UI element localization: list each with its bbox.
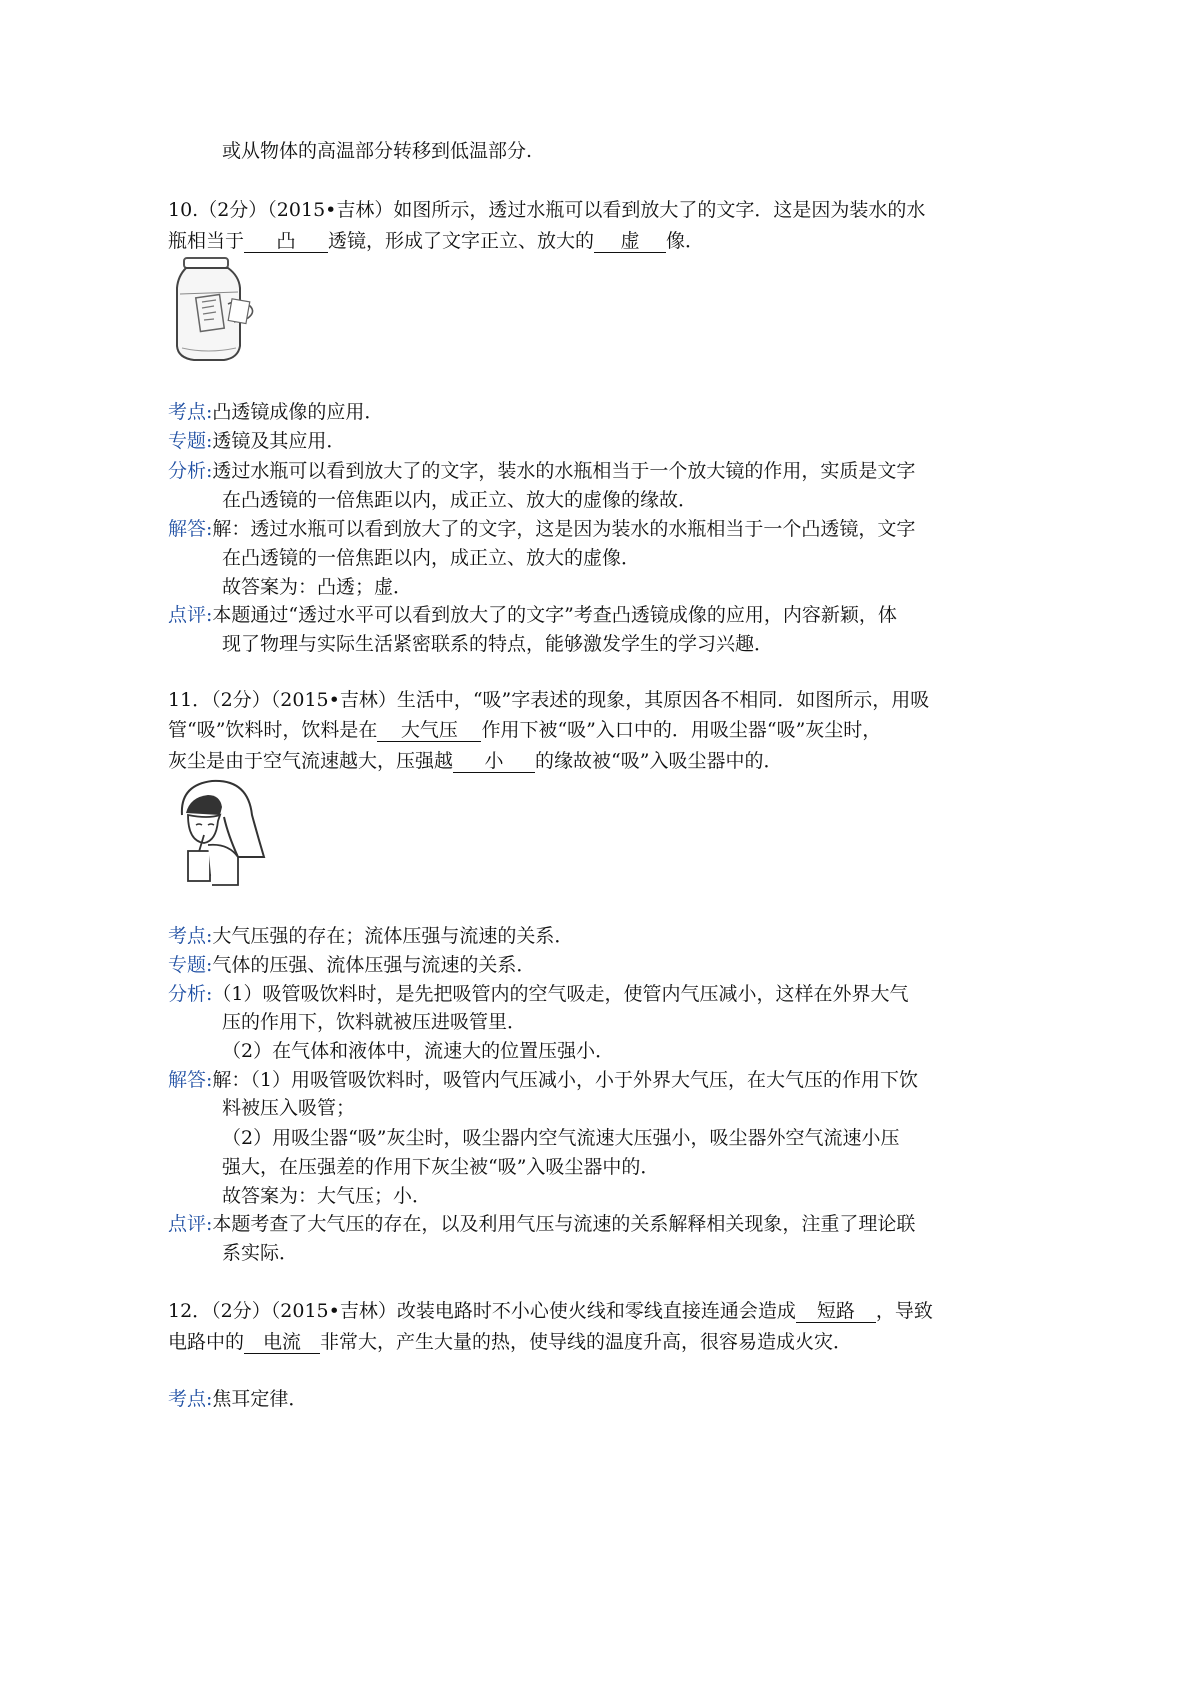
q11-jieda-line5: 故答案为：大气压；小． — [222, 1185, 432, 1207]
q10-stem-line1: 10.（2分）（2015•吉林）如图所示，透过水瓶可以看到放大了的文字．这是因为装水的水 — [168, 199, 926, 221]
q10-stem-text-c: 像． — [666, 230, 705, 252]
q10-stem-line2 — [168, 229, 704, 253]
q12-stem-line2 — [168, 1330, 852, 1354]
q10-kaodian — [168, 400, 383, 424]
dianping-label: 点评: — [168, 1213, 213, 1235]
q11-fenxi-line1: （1）吸管吸饮料时，是先把吸管内的空气吸走，使管内气压减小，这样在外界大气 — [212, 983, 909, 1005]
q12-stem-text-c: 电路中的 — [168, 1331, 245, 1353]
q11-zhuanti-text: 气体的压强、流体压强与流速的关系． — [212, 954, 536, 976]
q12-stem-line1 — [168, 1299, 933, 1323]
q11-stem-line3 — [168, 749, 782, 773]
q11-stem-line2 — [168, 718, 881, 742]
q11-fenxi — [168, 982, 909, 1006]
q10-dianping-line1: 本题通过“透过水平可以看到放大了的文字”考查凸透镜成像的应用，内容新颖，体 — [212, 604, 897, 626]
q12-stem-text-b: ，导致 — [875, 1300, 933, 1322]
q10-fenxi-line2: 在凸透镜的一倍焦距以内，成正立、放大的虚像的缘故． — [222, 489, 698, 511]
q11-answer-blank-1: 大气压 — [377, 719, 481, 742]
fenxi-label: 分析: — [168, 983, 213, 1005]
q11-stem-text-b: 作用下被“吸”入口中的．用吸尘器“吸”灰尘时， — [481, 719, 882, 741]
jieda-label: 解答: — [168, 1069, 213, 1091]
q11-jieda — [168, 1068, 918, 1092]
q11-fenxi-line2: 压的作用下，饮料就被压进吸管里． — [222, 1011, 527, 1033]
q10-zhuanti — [168, 429, 345, 453]
q11-kaodian-text: 大气压强的存在；流体压强与流速的关系． — [212, 925, 574, 947]
q12-kaodian-text: 焦耳定律． — [212, 1388, 308, 1410]
q11-dianping — [168, 1212, 915, 1236]
q12-kaodian — [168, 1387, 307, 1411]
water-bottle-figure — [168, 256, 268, 364]
fenxi-label: 分析: — [168, 460, 213, 482]
q10-stem-text-b: 透镜，形成了文字正立、放大的 — [328, 230, 595, 252]
q10-jieda-line1: 解：透过水瓶可以看到放大了的文字，这是因为装水的水瓶相当于一个凸透镜，文字 — [212, 518, 916, 540]
q11-stem-text-a: 管“吸”饮料时，饮料是在 — [168, 719, 378, 741]
q11-answer-blank-2: 小 — [453, 750, 535, 773]
zhuanti-label: 专题: — [168, 430, 213, 452]
jieda-label: 解答: — [168, 518, 213, 540]
q11-stem-text-c: 灰尘是由于空气流速越大，压强越 — [168, 750, 454, 772]
kaodian-label: 考点: — [168, 1388, 213, 1410]
zhuanti-label: 专题: — [168, 954, 213, 976]
q10-dianping — [168, 603, 897, 627]
q11-jieda-line4: 强大，在压强差的作用下灰尘被“吸”入吸尘器中的． — [222, 1156, 660, 1178]
q11-jieda-line2: 料被压入吸管； — [222, 1097, 356, 1119]
q11-jieda-line3: （2）用吸尘器“吸”灰尘时，吸尘器内空气流速大压强小，吸尘器外空气流速小压 — [222, 1127, 900, 1149]
q12-answer-blank-1: 短路 — [796, 1300, 876, 1323]
q10-zhuanti-text: 透镜及其应用． — [212, 430, 346, 452]
q10-dianping-line2: 现了物理与实际生活紧密联系的特点，能够激发学生的学习兴趣． — [222, 633, 774, 655]
q11-dianping-line2: 系实际． — [222, 1242, 299, 1264]
q10-jieda-line2: 在凸透镜的一倍焦距以内，成正立、放大的虚像． — [222, 547, 641, 569]
q11-stem-text-d: 的缘故被“吸”入吸尘器中的． — [535, 750, 783, 772]
q11-fenxi-line3: （2）在气体和液体中，流速大的位置压强小． — [222, 1040, 615, 1062]
q10-answer-blank-2: 虚 — [594, 230, 666, 253]
q10-stem-text-a: 瓶相当于 — [168, 230, 245, 252]
q10-kaodian-text: 凸透镜成像的应用． — [212, 401, 384, 423]
q11-jieda-line1: 解：（1）用吸管吸饮料时，吸管内气压减小，小于外界大气压，在大气压的作用下饮 — [212, 1069, 918, 1091]
q10-fenxi — [168, 459, 915, 483]
q12-stem-text-d: 非常大，产生大量的热，使导线的温度升高，很容易造成火灾． — [320, 1331, 853, 1353]
q12-answer-blank-2: 电流 — [244, 1331, 320, 1354]
q10-jieda — [168, 517, 915, 541]
q11-zhuanti — [168, 953, 535, 977]
kaodian-label: 考点: — [168, 401, 213, 423]
q11-stem-line1: 11．（2分）（2015•吉林）生活中，“吸”字表述的现象，其原因各不相同．如图所示，用吸 — [168, 689, 930, 711]
q10-fenxi-line1: 透过水瓶可以看到放大了的文字，装水的水瓶相当于一个放大镜的作用，实质是文字 — [212, 460, 916, 482]
kaodian-label: 考点: — [168, 925, 213, 947]
q12-stem-text-a: 12．（2分）（2015•吉林）改装电路时不小心使火线和零线直接连通会造成 — [168, 1300, 796, 1322]
q11-kaodian — [168, 924, 573, 948]
q10-answer-blank-1: 凸 — [244, 230, 328, 253]
q11-dianping-line1: 本题考查了大气压的存在，以及利用气压与流速的关系解释相关现象，注重了理论联 — [212, 1213, 916, 1235]
intro-line: 或从物体的高温部分转移到低温部分. — [222, 140, 533, 162]
child-drinking-figure — [168, 775, 268, 890]
q10-jieda-line3: 故答案为：凸透；虚． — [222, 576, 413, 598]
dianping-label: 点评: — [168, 604, 213, 626]
